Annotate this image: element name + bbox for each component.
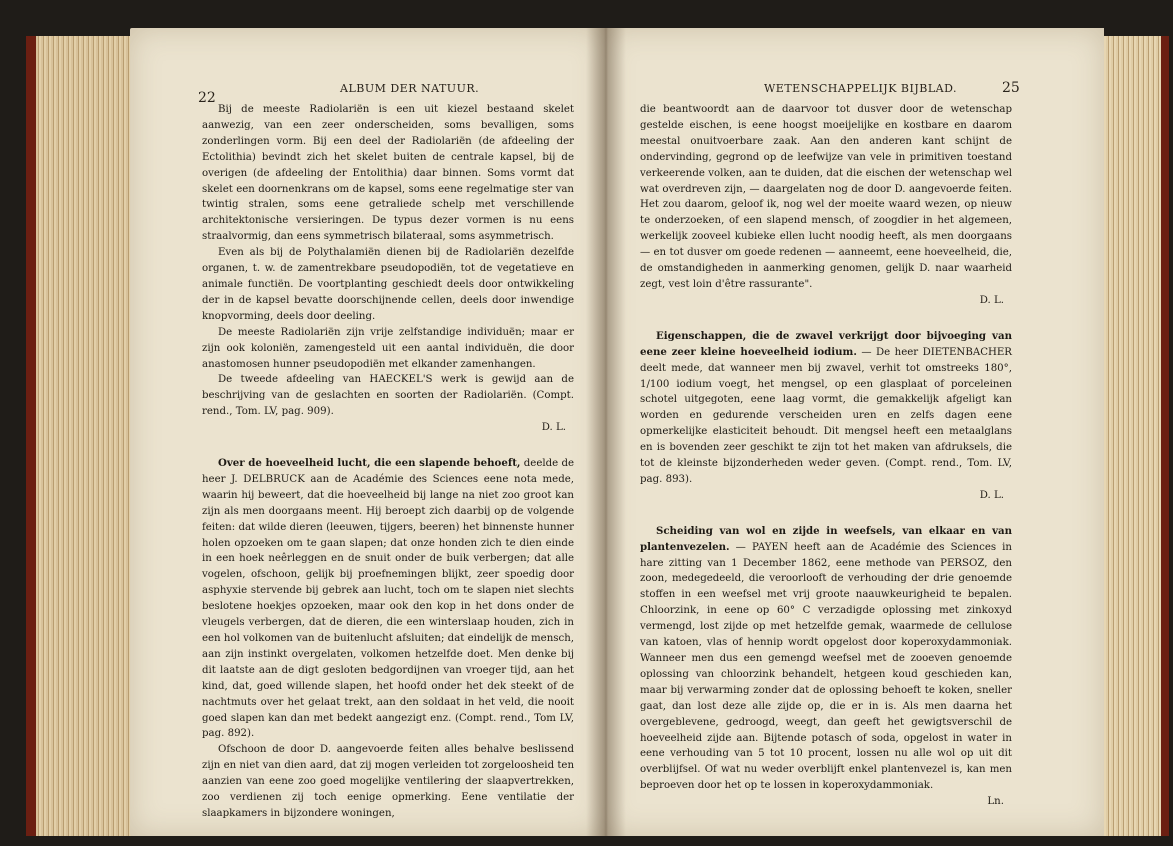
running-head: WETENSCHAPPELIJK BIJBLAD. [764, 82, 958, 95]
article-title: Scheiding van wol en zijde in weefsels, van elkaar en van plantenvezelen. [640, 524, 1012, 553]
paragraph: De tweede afdeeling van HAECKEL'S werk is gewijd aan de beschrijving van de geslachten en soorten der Radiolariën. (Compt. rend., Tom. LV, pag. 909). [202, 374, 574, 418]
page-number: 22 [198, 90, 216, 106]
article-text: — PAYEN heeft aan de Académie des Sciences in hare zitting van 1 December 1862, eene methode van PERSOZ, den zoon, medegedeeld, die veroorlooft de verhouding der drie genoemde stoffen in een weefsel met vrij groote naauwkeurigheid te bepalen. Chloorzink, in eene op 60° C verzadigde oplossing met zinkoxyd vermengd, lost zijde op met hetzelfde gemak, waarmede de cellulose van katoen, vlas of hennip wordt opgelost door koperoxydammoniak. Wanneer men dus een gemengd weefsel met de zooeven genoemde oplossing van chloorzink behandelt, hetgeen koud geschieden kan, maar bij verwarming zonder dat de oplossing behoeft te koken, sneller gaat, dan lost deze alle zijde op, die er in is. Als men daarna het overgeblevene, gedroogd, weegt, dan geeft het gewigtsverschil de hoeveelheid zijde aan. Bijtende potasch of soda, opgelost in water in eene verhouding van 5 tot 10 procent, lossen nu alle wol op uit dit overblijfsel. Of wat nu weder overblijft enkel plantenvezel is, kan men beproeven door het op te lossen in koperoxydammoniak. [640, 541, 1012, 792]
paragraph: Even als bij de Polythalamiën dienen bij de Radiolariën dezelfde organen, t. w. de zamentrekbare pseudopodiën, tot de vegetatieve en animale functiën. De voortplanting geschiedt deels door ontwikkeling der in de kapsel bevatte doorschijnende cellen, deels door inwendige knopvorming, deels door deeling. [202, 247, 574, 322]
page-edges-right [1101, 36, 1169, 836]
signature: D. L. [979, 489, 1004, 501]
right-page [604, 28, 1104, 836]
signature: D. L. [541, 422, 566, 434]
article-text: deelde de heer J. DELBRUCK aan de Académie des Sciences eene nota mede, waarin hij beweert, dat die hoeveelheid bij lange na niet zoo groot kan zijn als men doorgaans meent. Hij beroept zich daarbij op de volgende feiten: dat wilde dieren (leeuwen, tijgers, beeren) het binnenste hunner holen opzoeken om te gaan slapen; dat onze honden zich te dien einde in een hoek neêrleggen en de snuit onder de buik verbergen; dat alle vogelen, ofschoon, gelijk bij proefnemingen blijkt, zeer spoedig door asphyxie stervende bij gebrek aan lucht, toch om te slapen niet slechts beslotene hoekjes opzoeken, maar ook den kop in het dons onder de vleugels verbergen, dat de dieren, die een winterslaap houden, zich in een hol volkomen van de buitenlucht afsluiten; dat eindelijk de mensch, aan zijn instinkt overgelaten, volkomen hetzelfde doet. Men denke bij dit laatste aan de digt gesloten bedgordijnen van vroeger tijd, aan het kind, dat, goed willende slapen, het hoofd onder het dek steekt of de nachtmuts over het gelaat trekt, aan den soldaat in het veld, die nooit goed slapen kan dan met bedekt aangezigt enz. (Compt. rend., Tom LV, pag. 892). [202, 458, 574, 740]
paragraph: Ofschoon de door D. aangevoerde feiten alles behalve beslissend zijn en niet van dien aard, dat zij mogen verleiden tot zorgeloosheid ten aanzien van eene zoo goed mogelijke ventilering der slaapvertrekken, zoo verdienen zij toch eenige opmerking. Eene ventilatie der slaapkamers in bijzondere woningen, [202, 744, 575, 819]
left-page [130, 28, 604, 836]
paragraph [202, 456, 574, 742]
paragraph: Bij de meeste Radiolariën is een uit kiezel bestaand skelet aanwezig, van een zeer onderscheiden, soms bevalligen, soms zonderlingen vorm. Bij een deel der Radiolariën (de afdeeling der Ectolithia) bevindt zich het skelet buiten de centrale kapsel, bij de overigen (de afdeeling der Entolithia) daar binnen. Soms vormt dat skelet een doornenkrans om de kapsel, soms eene regelmatige ster van twintig stralen, soms eene getraliede schelp met verschillende architektonische versieringen. De typus dezer vormen is nu eens straalvormig, dan eens symmetrisch bilateraal, soms asymmetrisch. [202, 104, 574, 243]
article-text: — De heer DIETENBACHER deelt mede, dat wanneer men bij zwavel, verhit tot omstreeks 180°, 1/100 iodium voegt, het mengsel, op een glasplaat of porceleinen schotel uitgegoten, eene laag vormt, die gemakkelijk afgeligt kan worden en gedurende verscheiden uren en zelfs dagen eene opmerkelijke elasticiteit behoudt. Dit mengsel heeft een metaalglans en is bovenden zeer geschikt te zijn tot het maken van afdruksels, die tot de kleinste bijzonderheden weder geven. (Compt. rend., Tom. LV, pag. 893). [640, 346, 1012, 485]
paragraph: De meeste Radiolariën zijn vrije zelfstandige individuën; maar er zijn ook koloniën, zamengesteld uit een aantal individuën, die door anastomosen hunner pseudopodiën met elkander zamenhangen. [202, 326, 574, 370]
signature: D. L. [979, 294, 1004, 306]
open-book [8, 6, 1166, 842]
paragraph [640, 524, 1012, 794]
text-column [640, 102, 1012, 810]
paragraph [640, 329, 1012, 488]
paragraph: die beantwoordt aan de daarvoor tot dusver door de wetenschap gestelde eischen, is eene hoogst moeijelijke en kostbare en daarom meestal onuitvoerbare zaak. Aan den anderen kant schijnt de ondervinding, gegrond op de leefwijze van vele in primitiven toestand verkeerende volken, aan te duiden, dat die eischen der wetenschap wel wat overdreven zijn, — daargelaten nog de door D. aangevoerde feiten. Het zou daarom, geloof ik, nog wel der moeite waard wezen, op nieuw te onderzoeken, of een slapend mensch, of zoogdier in het algemeen, werkelijk zooveel kubieke ellen lucht noodig heeft, als men doorgaans — en tot dusver om goede redenen — aanneemt, eene hoeveelheid, die, de omstandigheden in aanmerking genomen, gelijk D. naar waarheid zegt, vest loin d'être rassurante". [640, 104, 1012, 290]
signature: Ln. [987, 796, 1004, 808]
article-title: Over de hoeveelheid lucht, die een slapende behoeft, [218, 457, 521, 470]
article-title: Eigenschappen, die de zwavel verkrijgt door bijvoeging van eene zeer kleine hoeveelheid iodium. [640, 329, 1012, 358]
page-number: 25 [1002, 80, 1020, 96]
book-gutter [586, 28, 626, 836]
text-column [202, 102, 574, 822]
running-head: ALBUM DER NATUUR. [340, 82, 480, 95]
